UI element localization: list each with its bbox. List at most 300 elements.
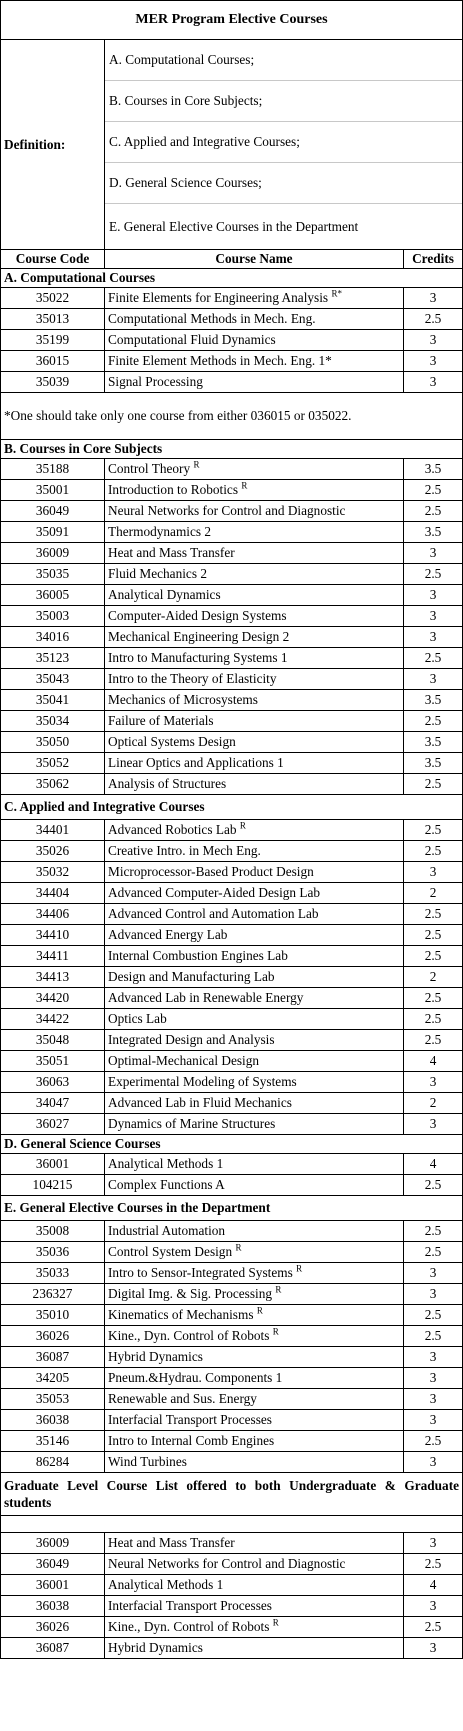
course-credits: 3	[404, 1114, 463, 1135]
course-name	[105, 1575, 404, 1596]
course-name	[105, 648, 404, 669]
column-header-row	[1, 250, 463, 269]
course-credits: 3	[404, 351, 463, 372]
course-name-text: Computational Methods in Mech. Eng.	[108, 311, 316, 326]
course-name	[105, 564, 404, 585]
course-code: 34404	[1, 883, 105, 904]
course-row	[1, 1093, 463, 1114]
course-row	[1, 501, 463, 522]
course-code: 35013	[1, 309, 105, 330]
course-name	[105, 967, 404, 988]
course-row	[1, 774, 463, 795]
course-code: 35032	[1, 862, 105, 883]
course-row	[1, 820, 463, 841]
course-credits: 3	[404, 543, 463, 564]
course-code: 35123	[1, 648, 105, 669]
course-name	[105, 1596, 404, 1617]
course-credits: 3	[404, 1284, 463, 1305]
course-row	[1, 753, 463, 774]
course-credits: 2.5	[404, 1305, 463, 1326]
course-code: 34205	[1, 1368, 105, 1389]
course-credits: 3.5	[404, 522, 463, 543]
course-row	[1, 1326, 463, 1347]
course-code: 35036	[1, 1242, 105, 1263]
course-credits: 2	[404, 1093, 463, 1114]
course-credits: 2.5	[404, 1326, 463, 1347]
course-credits: 3	[404, 1263, 463, 1284]
course-row	[1, 946, 463, 967]
course-name	[105, 1072, 404, 1093]
course-code: 36001	[1, 1154, 105, 1175]
course-code: 35035	[1, 564, 105, 585]
course-name-text: Interfacial Transport Processes	[108, 1412, 272, 1427]
course-name	[105, 543, 404, 564]
course-code: 35001	[1, 480, 105, 501]
course-name	[105, 883, 404, 904]
course-note-marker: R	[272, 1326, 279, 1337]
course-code: 36063	[1, 1072, 105, 1093]
course-credits: 2.5	[404, 820, 463, 841]
course-code: 34406	[1, 904, 105, 925]
course-code: 35008	[1, 1221, 105, 1242]
section-header-row	[1, 440, 463, 459]
course-name-text: Analytical Methods 1	[108, 1577, 224, 1592]
course-name	[105, 1030, 404, 1051]
course-code: 35010	[1, 1305, 105, 1326]
course-row	[1, 1533, 463, 1554]
course-row	[1, 904, 463, 925]
course-name	[105, 711, 404, 732]
course-name	[105, 1154, 404, 1175]
course-credits: 3.5	[404, 732, 463, 753]
definition-label: Definition:	[1, 40, 105, 250]
course-name	[105, 820, 404, 841]
course-row	[1, 1009, 463, 1030]
course-row	[1, 1431, 463, 1452]
course-row	[1, 648, 463, 669]
definition-row	[1, 40, 463, 250]
course-name-text: Intro to Manufacturing Systems 1	[108, 650, 288, 665]
course-name	[105, 351, 404, 372]
course-name	[105, 606, 404, 627]
section-title: Graduate Level Course List offered to both Undergraduate & Graduate students	[1, 1473, 463, 1516]
course-code: 34420	[1, 988, 105, 1009]
title-row	[1, 1, 463, 40]
course-code: 34410	[1, 925, 105, 946]
course-name-text: Finite Element Methods in Mech. Eng. 1*	[108, 353, 332, 368]
course-credits: 3	[404, 1533, 463, 1554]
course-name-text: Failure of Materials	[108, 713, 214, 728]
course-code: 35199	[1, 330, 105, 351]
course-name	[105, 1326, 404, 1347]
course-note-marker: R	[241, 480, 248, 491]
course-code: 35041	[1, 690, 105, 711]
course-name	[105, 1431, 404, 1452]
course-credits: 2	[404, 967, 463, 988]
course-name-text: Integrated Design and Analysis	[108, 1032, 275, 1047]
section-title: B. Courses in Core Subjects	[1, 440, 463, 459]
course-credits: 4	[404, 1575, 463, 1596]
course-code: 34422	[1, 1009, 105, 1030]
course-name	[105, 330, 404, 351]
course-credits: 3	[404, 1072, 463, 1093]
course-name	[105, 946, 404, 967]
course-code: 35188	[1, 459, 105, 480]
course-credits: 3	[404, 372, 463, 393]
course-name	[105, 1284, 404, 1305]
course-code: 34413	[1, 967, 105, 988]
course-row	[1, 585, 463, 606]
course-name-text: Intro to Sensor-Integrated Systems	[108, 1265, 293, 1280]
section-title: C. Applied and Integrative Courses	[1, 795, 463, 820]
column-header-code: Course Code	[1, 250, 105, 269]
course-code: 35022	[1, 288, 105, 309]
course-code: 36038	[1, 1596, 105, 1617]
course-code: 35052	[1, 753, 105, 774]
course-name-text: Advanced Computer-Aided Design Lab	[108, 885, 321, 900]
course-row	[1, 669, 463, 690]
course-code: 104215	[1, 1175, 105, 1196]
course-credits: 3	[404, 288, 463, 309]
course-code: 236327	[1, 1284, 105, 1305]
course-code: 36001	[1, 1575, 105, 1596]
course-row	[1, 606, 463, 627]
course-row	[1, 522, 463, 543]
course-name-text: Computational Fluid Dynamics	[108, 332, 276, 347]
column-header-credits: Credits	[404, 250, 463, 269]
course-row	[1, 711, 463, 732]
course-name-text: Intro to Internal Comb Engines	[108, 1433, 275, 1448]
course-name-text: Optimal-Mechanical Design	[108, 1053, 260, 1068]
course-name	[105, 669, 404, 690]
course-name	[105, 1114, 404, 1135]
course-name-text: Kine., Dyn. Control of Robots	[108, 1619, 270, 1634]
course-row	[1, 1410, 463, 1431]
course-credits: 3.5	[404, 459, 463, 480]
course-name-text: Design and Manufacturing Lab	[108, 969, 275, 984]
section-header-row	[1, 1473, 463, 1516]
course-row	[1, 883, 463, 904]
course-code: 35039	[1, 372, 105, 393]
course-name-text: Renewable and Sus. Energy	[108, 1391, 257, 1406]
spacer-row	[1, 1516, 463, 1533]
course-name	[105, 841, 404, 862]
course-name	[105, 925, 404, 946]
course-row	[1, 841, 463, 862]
course-credits: 3	[404, 1596, 463, 1617]
course-name-text: Optics Lab	[108, 1011, 167, 1026]
course-code: 36005	[1, 585, 105, 606]
course-name	[105, 1554, 404, 1575]
course-code: 36026	[1, 1617, 105, 1638]
course-credits: 2.5	[404, 925, 463, 946]
course-code: 36015	[1, 351, 105, 372]
course-row	[1, 1596, 463, 1617]
course-row	[1, 330, 463, 351]
course-name-text: Microprocessor-Based Product Design	[108, 864, 314, 879]
course-credits: 3	[404, 1410, 463, 1431]
course-name	[105, 627, 404, 648]
course-name-text: Fluid Mechanics 2	[108, 566, 207, 581]
course-credits: 2.5	[404, 841, 463, 862]
course-name-text: Signal Processing	[108, 374, 203, 389]
course-name	[105, 480, 404, 501]
course-row	[1, 1347, 463, 1368]
course-name-text: Pneum.&Hydrau. Components 1	[108, 1370, 283, 1385]
course-name	[105, 988, 404, 1009]
course-code: 35091	[1, 522, 105, 543]
course-name-text: Creative Intro. in Mech Eng.	[108, 843, 261, 858]
course-name-text: Control System Design	[108, 1244, 233, 1259]
course-name-text: Hybrid Dynamics	[108, 1640, 203, 1655]
course-name	[105, 1009, 404, 1030]
course-name	[105, 774, 404, 795]
course-name-text: Heat and Mass Transfer	[108, 545, 235, 560]
course-name	[105, 690, 404, 711]
course-row	[1, 309, 463, 330]
course-name-text: Neural Networks for Control and Diagnostic	[108, 1556, 346, 1571]
course-row	[1, 1221, 463, 1242]
course-credits: 3.5	[404, 753, 463, 774]
course-credits: 3	[404, 862, 463, 883]
course-name-text: Computer-Aided Design Systems	[108, 608, 287, 623]
section-note: *One should take only one course from either 036015 or 035022.	[1, 393, 463, 440]
definition-item: E. General Elective Courses in the Department	[109, 219, 359, 234]
course-credits: 2.5	[404, 711, 463, 732]
course-note-marker: R*	[331, 288, 342, 299]
course-credits: 3	[404, 606, 463, 627]
section-header-row	[1, 795, 463, 820]
course-name-text: Kinematics of Mechanisms	[108, 1307, 254, 1322]
course-name	[105, 309, 404, 330]
course-code: 35043	[1, 669, 105, 690]
course-name-text: Advanced Lab in Fluid Mechanics	[108, 1095, 292, 1110]
course-code: 35048	[1, 1030, 105, 1051]
course-credits: 2	[404, 883, 463, 904]
course-credits: 2.5	[404, 648, 463, 669]
column-header-name: Course Name	[105, 250, 404, 269]
course-name	[105, 1242, 404, 1263]
course-code: 35026	[1, 841, 105, 862]
course-credits: 2.5	[404, 1009, 463, 1030]
course-name	[105, 501, 404, 522]
course-code: 36009	[1, 543, 105, 564]
course-code: 86284	[1, 1452, 105, 1473]
course-credits: 2.5	[404, 1221, 463, 1242]
course-name	[105, 459, 404, 480]
course-row	[1, 1114, 463, 1135]
definition-item: C. Applied and Integrative Courses;	[105, 122, 462, 163]
course-code: 36087	[1, 1347, 105, 1368]
course-name	[105, 1617, 404, 1638]
course-name-text: Mechanical Engineering Design 2	[108, 629, 290, 644]
course-name-text: Interfacial Transport Processes	[108, 1598, 272, 1613]
section-note-row	[1, 393, 463, 440]
course-row	[1, 564, 463, 585]
course-note-marker: R	[272, 1617, 279, 1628]
course-name-text: Heat and Mass Transfer	[108, 1535, 235, 1550]
course-credits: 3	[404, 330, 463, 351]
course-row	[1, 1452, 463, 1473]
course-code: 34401	[1, 820, 105, 841]
course-credits: 3	[404, 627, 463, 648]
course-code: 35146	[1, 1431, 105, 1452]
course-name-text: Advanced Lab in Renewable Energy	[108, 990, 304, 1005]
course-row	[1, 480, 463, 501]
section-title: A. Computational Courses	[1, 269, 463, 288]
course-name	[105, 1347, 404, 1368]
course-name-text: Hybrid Dynamics	[108, 1349, 203, 1364]
course-name	[105, 1221, 404, 1242]
course-name	[105, 1533, 404, 1554]
course-code: 35053	[1, 1389, 105, 1410]
section-header-row	[1, 1196, 463, 1221]
course-credits: 2.5	[404, 774, 463, 795]
course-row	[1, 690, 463, 711]
course-code: 35033	[1, 1263, 105, 1284]
course-name	[105, 1175, 404, 1196]
course-name-text: Digital Img. & Sig. Processing	[108, 1286, 272, 1301]
course-row	[1, 1263, 463, 1284]
course-name	[105, 1638, 404, 1659]
course-name-text: Mechanics of Microsystems	[108, 692, 258, 707]
course-name	[105, 1452, 404, 1473]
course-credits: 2.5	[404, 1030, 463, 1051]
spacer-cell	[1, 1516, 463, 1533]
course-name-text: Thermodynamics 2	[108, 524, 212, 539]
course-code: 34047	[1, 1093, 105, 1114]
course-row	[1, 1638, 463, 1659]
section-header-row	[1, 1135, 463, 1154]
course-credits: 3	[404, 1347, 463, 1368]
course-row	[1, 1575, 463, 1596]
course-name-text: Experimental Modeling of Systems	[108, 1074, 297, 1089]
course-credits: 3	[404, 585, 463, 606]
course-row	[1, 1368, 463, 1389]
course-row	[1, 1154, 463, 1175]
course-name-text: Advanced Control and Automation Lab	[108, 906, 319, 921]
course-name-text: Advanced Energy Lab	[108, 927, 228, 942]
course-name-text: Dynamics of Marine Structures	[108, 1116, 276, 1131]
course-name	[105, 1389, 404, 1410]
course-credits: 3	[404, 1638, 463, 1659]
course-credits: 2.5	[404, 480, 463, 501]
course-row	[1, 862, 463, 883]
course-name-text: Industrial Automation	[108, 1223, 226, 1238]
course-name-text: Neural Networks for Control and Diagnostic	[108, 503, 346, 518]
course-name	[105, 862, 404, 883]
course-row	[1, 1030, 463, 1051]
course-credits: 4	[404, 1051, 463, 1072]
course-name	[105, 372, 404, 393]
course-name	[105, 753, 404, 774]
course-row	[1, 967, 463, 988]
course-row	[1, 1617, 463, 1638]
course-name	[105, 522, 404, 543]
course-row	[1, 1242, 463, 1263]
definition-item: D. General Science Courses;	[105, 163, 462, 204]
course-name-text: Analysis of Structures	[108, 776, 227, 791]
course-name	[105, 1093, 404, 1114]
definition-list	[105, 40, 463, 250]
course-name	[105, 732, 404, 753]
course-credits: 3	[404, 1368, 463, 1389]
page-title: MER Program Elective Courses	[1, 1, 463, 40]
course-name-text: Control Theory	[108, 461, 191, 476]
course-name-text: Wind Turbines	[108, 1454, 187, 1469]
course-credits: 3	[404, 1452, 463, 1473]
section-title: E. General Elective Courses in the Department	[1, 1196, 463, 1221]
course-code: 35051	[1, 1051, 105, 1072]
course-code: 36009	[1, 1533, 105, 1554]
course-credits: 2.5	[404, 904, 463, 925]
course-row	[1, 459, 463, 480]
course-name	[105, 1410, 404, 1431]
course-row	[1, 1305, 463, 1326]
definition-item: B. Courses in Core Subjects;	[105, 81, 462, 122]
course-code: 35062	[1, 774, 105, 795]
course-row	[1, 1554, 463, 1575]
course-code: 35034	[1, 711, 105, 732]
course-credits: 2.5	[404, 1242, 463, 1263]
course-code: 36049	[1, 1554, 105, 1575]
course-name-text: Finite Elements for Engineering Analysis	[108, 290, 329, 305]
course-name-text: Linear Optics and Applications 1	[108, 755, 284, 770]
course-code: 36026	[1, 1326, 105, 1347]
definition-item: A. Computational Courses;	[105, 40, 462, 81]
course-row	[1, 1389, 463, 1410]
course-name	[105, 1368, 404, 1389]
course-credits: 2.5	[404, 564, 463, 585]
course-row	[1, 351, 463, 372]
course-note-marker: R	[193, 459, 200, 470]
course-code: 36038	[1, 1410, 105, 1431]
course-name-text: Complex Functions A	[108, 1177, 225, 1192]
course-code: 35003	[1, 606, 105, 627]
course-name-text: Intro to the Theory of Elasticity	[108, 671, 277, 686]
course-name	[105, 288, 404, 309]
section-header-row	[1, 269, 463, 288]
course-credits: 2.5	[404, 946, 463, 967]
course-row	[1, 372, 463, 393]
course-code: 34411	[1, 946, 105, 967]
course-credits: 2.5	[404, 1617, 463, 1638]
course-code: 35050	[1, 732, 105, 753]
course-credits: 2.5	[404, 309, 463, 330]
course-name-text: Kine., Dyn. Control of Robots	[108, 1328, 270, 1343]
course-name	[105, 1263, 404, 1284]
course-name	[105, 1305, 404, 1326]
course-note-marker: R	[296, 1263, 303, 1274]
section-title: D. General Science Courses	[1, 1135, 463, 1154]
course-note-marker: R	[239, 820, 246, 831]
course-note-marker: R	[256, 1305, 263, 1316]
course-credits: 3	[404, 669, 463, 690]
course-row	[1, 1175, 463, 1196]
course-name-text: Optical Systems Design	[108, 734, 236, 749]
course-code: 36027	[1, 1114, 105, 1135]
course-row	[1, 543, 463, 564]
course-row	[1, 627, 463, 648]
course-credits: 2.5	[404, 1175, 463, 1196]
course-credits: 2.5	[404, 501, 463, 522]
course-row	[1, 1051, 463, 1072]
course-row	[1, 988, 463, 1009]
course-row	[1, 732, 463, 753]
course-name	[105, 585, 404, 606]
course-row	[1, 1284, 463, 1305]
course-credits: 2.5	[404, 1554, 463, 1575]
